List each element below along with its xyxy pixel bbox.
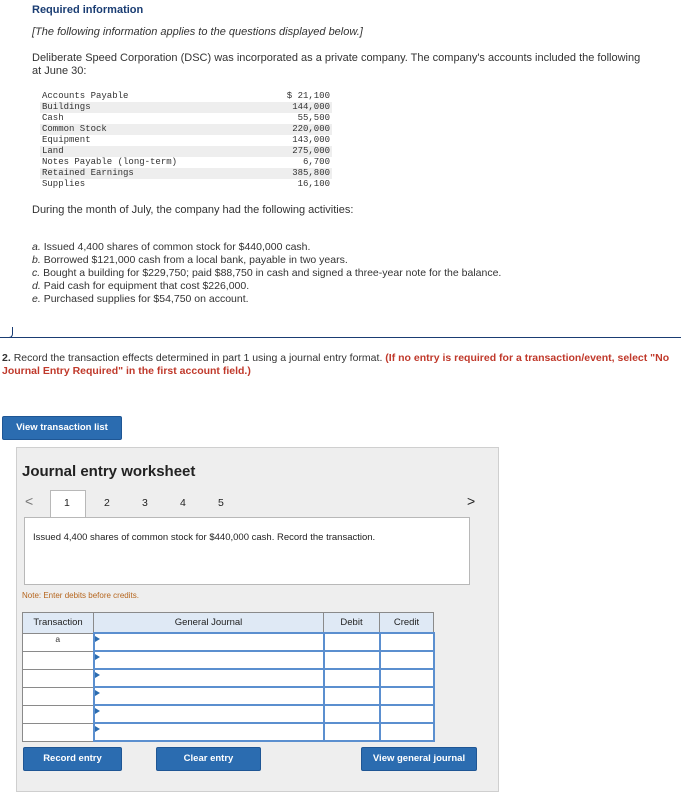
account-value: 143,000 bbox=[292, 135, 330, 145]
column-credit: Credit bbox=[380, 613, 434, 634]
page-tab-3[interactable]: 3 bbox=[142, 497, 148, 509]
debit-input[interactable] bbox=[324, 705, 380, 723]
dropdown-arrow-icon bbox=[95, 672, 100, 678]
activity-item: a. Issued 4,400 shares of common stock for $440,000 cash. bbox=[32, 241, 311, 253]
chevron-right-icon[interactable]: > bbox=[467, 493, 476, 509]
table-row bbox=[23, 705, 434, 723]
transaction-cell bbox=[23, 669, 94, 687]
credit-input[interactable] bbox=[380, 633, 434, 651]
transaction-cell bbox=[23, 687, 94, 705]
record-entry-button[interactable]: Record entry bbox=[23, 747, 122, 771]
required-information-heading: Required information bbox=[32, 4, 144, 16]
debit-input[interactable] bbox=[324, 633, 380, 651]
table-row bbox=[23, 633, 434, 651]
dropdown-arrow-icon bbox=[95, 636, 100, 642]
debit-input[interactable] bbox=[324, 723, 380, 741]
transaction-cell bbox=[23, 705, 94, 723]
debit-input[interactable] bbox=[324, 669, 380, 687]
dropdown-arrow-icon bbox=[95, 690, 100, 696]
account-name: Supplies bbox=[42, 179, 86, 189]
chevron-left-icon[interactable]: < bbox=[25, 493, 34, 509]
applies-note: [The following information applies to the questions displayed below.] bbox=[32, 26, 363, 38]
table-row bbox=[23, 723, 434, 741]
credit-input[interactable] bbox=[380, 705, 434, 723]
table-row bbox=[23, 651, 434, 669]
account-value: 385,800 bbox=[292, 168, 330, 178]
account-name: Cash bbox=[42, 113, 64, 123]
dropdown-arrow-icon bbox=[95, 708, 100, 714]
activity-item: b. Borrowed $121,000 cash from a local bank, payable in two years. bbox=[32, 254, 348, 266]
column-debit: Debit bbox=[324, 613, 380, 634]
account-row bbox=[40, 102, 332, 113]
debit-input[interactable] bbox=[324, 687, 380, 705]
intro-text: Deliberate Speed Corporation (DSC) was incorporated as a private company. The company's accounts included the following at June 30: bbox=[32, 52, 641, 77]
transaction-description: Issued 4,400 shares of common stock for $440,000 cash. Record the transaction. bbox=[33, 532, 376, 543]
dropdown-arrow-icon bbox=[95, 654, 100, 660]
table-row bbox=[23, 669, 434, 687]
account-row bbox=[40, 146, 332, 157]
account-value: $ 21,100 bbox=[286, 91, 330, 101]
view-transaction-list-button[interactable]: View transaction list bbox=[2, 416, 122, 440]
worksheet-title: Journal entry worksheet bbox=[22, 463, 196, 480]
account-value: 220,000 bbox=[292, 124, 330, 134]
credit-input[interactable] bbox=[380, 723, 434, 741]
account-row bbox=[40, 179, 332, 190]
dropdown-arrow-icon bbox=[95, 726, 100, 732]
table-row bbox=[23, 687, 434, 705]
question-text: 2. Record the transaction effects determined in part 1 using a journal entry format. (If no entry is required for a transaction/event, select "No Journal Entry Required" in the first account field.) bbox=[2, 352, 670, 377]
account-value: 55,500 bbox=[297, 113, 330, 123]
account-select[interactable] bbox=[94, 723, 324, 741]
account-name: Buildings bbox=[42, 102, 91, 112]
account-row bbox=[40, 91, 332, 102]
debits-credits-note: Note: Enter debits before credits. bbox=[22, 591, 139, 600]
account-name: Retained Earnings bbox=[42, 168, 134, 178]
accounts-table bbox=[40, 91, 332, 190]
credit-input[interactable] bbox=[380, 687, 434, 705]
credit-input[interactable] bbox=[380, 669, 434, 687]
account-row bbox=[40, 168, 332, 179]
journal-entry-table bbox=[22, 612, 435, 742]
account-select[interactable] bbox=[94, 633, 324, 651]
account-value: 16,100 bbox=[297, 179, 330, 189]
page-tab-2[interactable]: 2 bbox=[104, 497, 110, 509]
column-transaction: Transaction bbox=[23, 613, 94, 634]
account-row bbox=[40, 124, 332, 135]
question-instruction: (If no entry is required for a transaction/event, select "No Journal Entry Required" in the first account field.) bbox=[2, 352, 670, 377]
account-name: Common Stock bbox=[42, 124, 107, 134]
transaction-cell: a bbox=[23, 633, 94, 651]
view-general-journal-button[interactable]: View general journal bbox=[361, 747, 477, 771]
account-value: 275,000 bbox=[292, 146, 330, 156]
transaction-cell bbox=[23, 723, 94, 741]
account-name: Land bbox=[42, 146, 64, 156]
clear-entry-button[interactable]: Clear entry bbox=[156, 747, 261, 771]
activities-list bbox=[32, 241, 501, 306]
account-name: Notes Payable (long-term) bbox=[42, 157, 178, 167]
account-row bbox=[40, 157, 332, 168]
account-name: Accounts Payable bbox=[42, 91, 129, 101]
column-general-journal: General Journal bbox=[94, 613, 324, 634]
activity-item: d. Paid cash for equipment that cost $226,000. bbox=[32, 280, 250, 292]
account-value: 144,000 bbox=[292, 102, 330, 112]
account-value: 6,700 bbox=[302, 157, 330, 167]
page-tab-5[interactable]: 5 bbox=[218, 497, 224, 509]
activity-item: e. Purchased supplies for $54,750 on account. bbox=[32, 293, 249, 305]
table-header-row bbox=[23, 613, 434, 634]
account-select[interactable] bbox=[94, 651, 324, 669]
activity-item: c. Bought a building for $229,750; paid $88,750 in cash and signed a three-year note for the balance. bbox=[32, 267, 502, 279]
during-text: During the month of July, the company had the following activities: bbox=[32, 204, 354, 216]
debit-input[interactable] bbox=[324, 651, 380, 669]
credit-input[interactable] bbox=[380, 651, 434, 669]
account-select[interactable] bbox=[94, 687, 324, 705]
account-row bbox=[40, 113, 332, 124]
transaction-cell bbox=[23, 651, 94, 669]
account-row bbox=[40, 135, 332, 146]
page-tab-1[interactable]: 1 bbox=[64, 497, 70, 509]
account-select[interactable] bbox=[94, 705, 324, 723]
page-tab-4[interactable]: 4 bbox=[180, 497, 186, 509]
section-divider bbox=[0, 337, 681, 338]
account-select[interactable] bbox=[94, 669, 324, 687]
transaction-description-box bbox=[24, 517, 470, 585]
account-name: Equipment bbox=[42, 135, 91, 145]
